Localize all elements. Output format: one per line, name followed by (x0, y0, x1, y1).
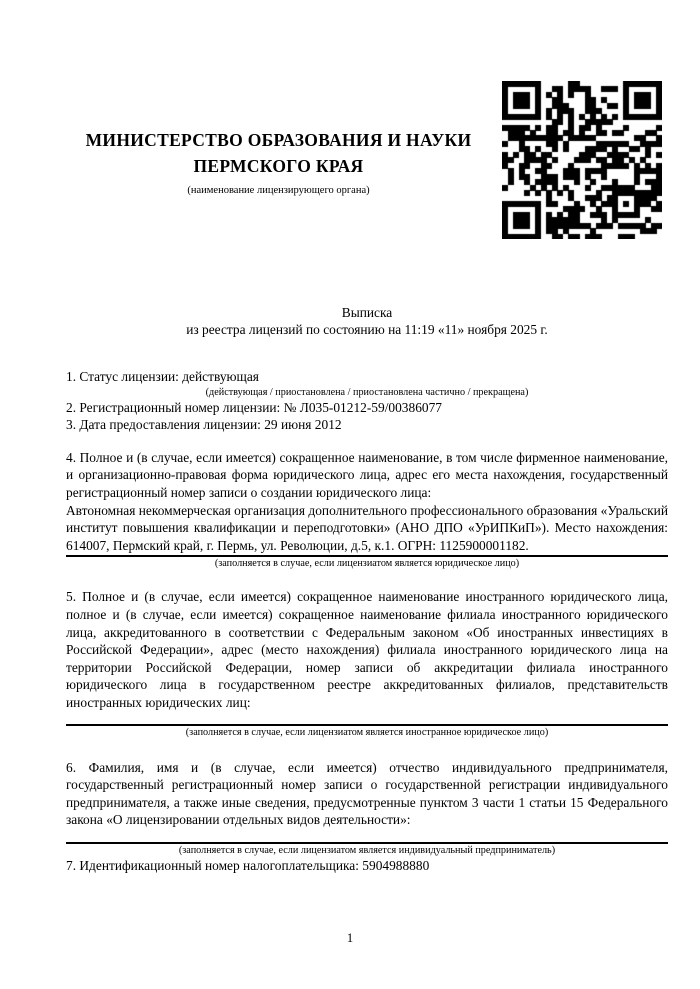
section-license-status (66, 368, 668, 399)
title-line-1: Выписка (341, 305, 393, 320)
license-status-text: 1. Статус лицензии: действующая (66, 369, 259, 384)
document-title (66, 304, 668, 338)
registration-number-text: 2. Регистрационный номер лицензии: № Л035-01212-59/00386077 (66, 399, 442, 415)
document-body (66, 368, 668, 874)
title-line-2: из реестра лицензий по состоянию на 11:19 «11» ноября 2025 г. (186, 322, 548, 337)
authority-name-line2: ПЕРМСКОГО КРАЯ (193, 156, 364, 176)
foreign-entity-label: 5. Полное и (в случае, если имеется) сокращенное наименование иностранного юридического лица, полное и (в случае, если имеется) сокращенное наименование филиала иностранного юридического лица, аккредитованного в соответствии с Федеральным законом «Об иностранных инвестициях в Российской Федерации», адрес (место нахождения) филиала иностранного юридического лица на территории Российской Федерации, номер записи об аккредитации филиала иностранного юридического лица в государственном реестре аккредитованных филиалов, представительств иностранных юридических лиц: (66, 589, 668, 710)
authority-name-line1: МИНИСТЕРСТВО ОБРАЗОВАНИЯ И НАУКИ (85, 130, 472, 150)
grant-date-text: 3. Дата предоставления лицензии: 29 июня 2012 (66, 417, 342, 433)
section-legal-entity (66, 449, 668, 571)
page-number: 1 (346, 931, 354, 945)
qr-code (502, 81, 662, 239)
empty-value-gap (66, 712, 668, 724)
section-foreign-entity (66, 588, 668, 738)
foreign-entity-caption: (заполняется в случае, если лицензиатом является иностранное юридическое лицо) (185, 726, 549, 738)
legal-entity-caption: (заполняется в случае, если лицензиатом является юридическое лицо) (214, 558, 520, 570)
taxpayer-id-text: 7. Идентификационный номер налогоплательщика: 5904988880 (66, 857, 430, 873)
legal-entity-value: Автономная некоммерческая организация дополнительного профессионального образования «Уральский институт повышения квалификации и переподготовки» (АНО ДПО «УрИПКиП»). Место нахождения: 614007, Пермский край, г. Пермь, ул. Революции, д.5, к.1. ОГРН: 1125900001182. (66, 502, 668, 553)
legal-entity-label: 4. Полное и (в случае, если имеется) сокращенное наименование, в том числе фирменное наименование, и организационно-правовая форма юридического лица, адрес его места нахождения, государственный регистрационный номер записи о создании юридического лица: (66, 449, 668, 500)
section-individual-entrepreneur (66, 759, 668, 857)
individual-entrepreneur-caption: (заполняется в случае, если лицензиатом является индивидуальный предприниматель) (178, 844, 556, 856)
individual-entrepreneur-label: 6. Фамилия, имя и (в случае, если имеется) отчество индивидуального предпринимателя, государственный регистрационный номер записи о государственной регистрации индивидуального предпринимателя, а также иные сведения, предусмотренные пунктом 3 части 1 статьи 15 Федерального закона «О лицензировании отдельных видов деятельности»: (66, 759, 668, 828)
authority-caption: (наименование лицензирующего органа) (187, 185, 370, 196)
licensing-authority-header (65, 127, 492, 197)
license-status-options-caption: (действующая / приостановлена / приостановлена частично / прекращена) (205, 386, 529, 398)
empty-value-gap (66, 829, 668, 842)
